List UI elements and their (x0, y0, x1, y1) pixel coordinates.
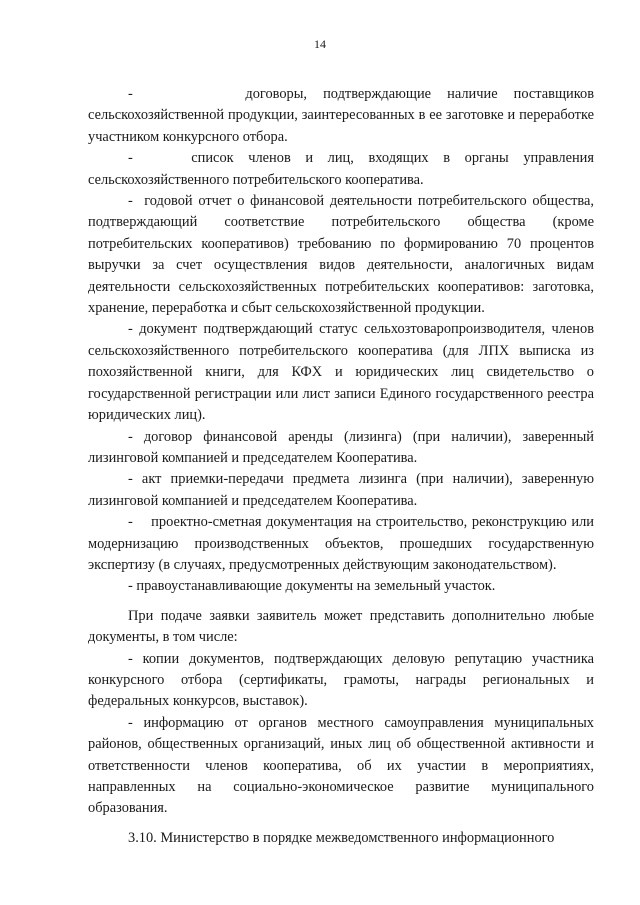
paragraph-additional-documents: При подаче заявки заявитель может представить дополнительно любые документы, в том числе: (88, 607, 594, 646)
paragraph-local-government-info: - информацию от органов местного самоуправления муниципальных районов, общественных организаций, иных лиц об общественной активности и ответственности членов кооператива, об их участии в мероприятиях, направленных на социально-экономическое развитие муниципального образования. (88, 714, 594, 817)
page-number: 14 (314, 37, 326, 51)
paragraph-land-documents: - правоустанавливающие документы на земельный участок. (128, 578, 496, 595)
paragraph-reputation-documents: - копии документов, подтверждающих деловую репутацию участника конкурсного отбора (сертификаты, грамоты, награды региональных и федеральных конкурсов, выставок). (88, 650, 594, 710)
paragraph-leasing-act: - акт приемки-передачи предмета лизинга (при наличии), заверенную лизинговой компанией и председателем Кооператива. (88, 471, 594, 509)
paragraph-annual-report: - годовой отчет о финансовой деятельности потребительского общества, подтверждающий соответствие потребительского общества (кроме потребительских кооперативов) требованию по формированию 70 процентов выручки за счет осуществления видов деятельности, аналогичных видам деятельности сельскохозяйственных потребительских кооперативов: заготовка, хранение, переработка и сбыт сельскохозяйственной продукции. (88, 193, 594, 317)
paragraph-leasing-contract: - договор финансовой аренды (лизинга) (при наличии), заверенный лизинговой компанией и председателем Кооператива. (88, 428, 594, 466)
paragraph-design-documentation: - проектно-сметная документация на строительство, реконструкцию или модернизацию производственных объектов, прошедших государственную экспертизу (в случаях, предусмотренных действующим законодательством). (88, 514, 594, 573)
paragraph-supplier-contracts: - договоры, подтверждающие наличие поставщиков сельскохозяйственной продукции, заинтересованных в ее заготовке и переработке участником конкурсного отбора. (88, 86, 594, 145)
paragraph-producer-status: - документ подтверждающий статус сельхозтоваропроизводителя, членов сельскохозяйственного потребительского кооператива (для ЛПХ выписка из похозяйственной книги, для КФХ и юридических лиц свидетельство о государственной регистрации или лист записи Единого государственного реестра юридических лиц). (88, 321, 594, 424)
paragraph-section-3-10: 3.10. Министерство в порядке межведомственного информационного (128, 829, 555, 846)
paragraph-members-list: - список членов и лиц, входящих в органы управления сельскохозяйственного потребительского кооператива. (88, 150, 594, 188)
document-body (88, 84, 594, 849)
